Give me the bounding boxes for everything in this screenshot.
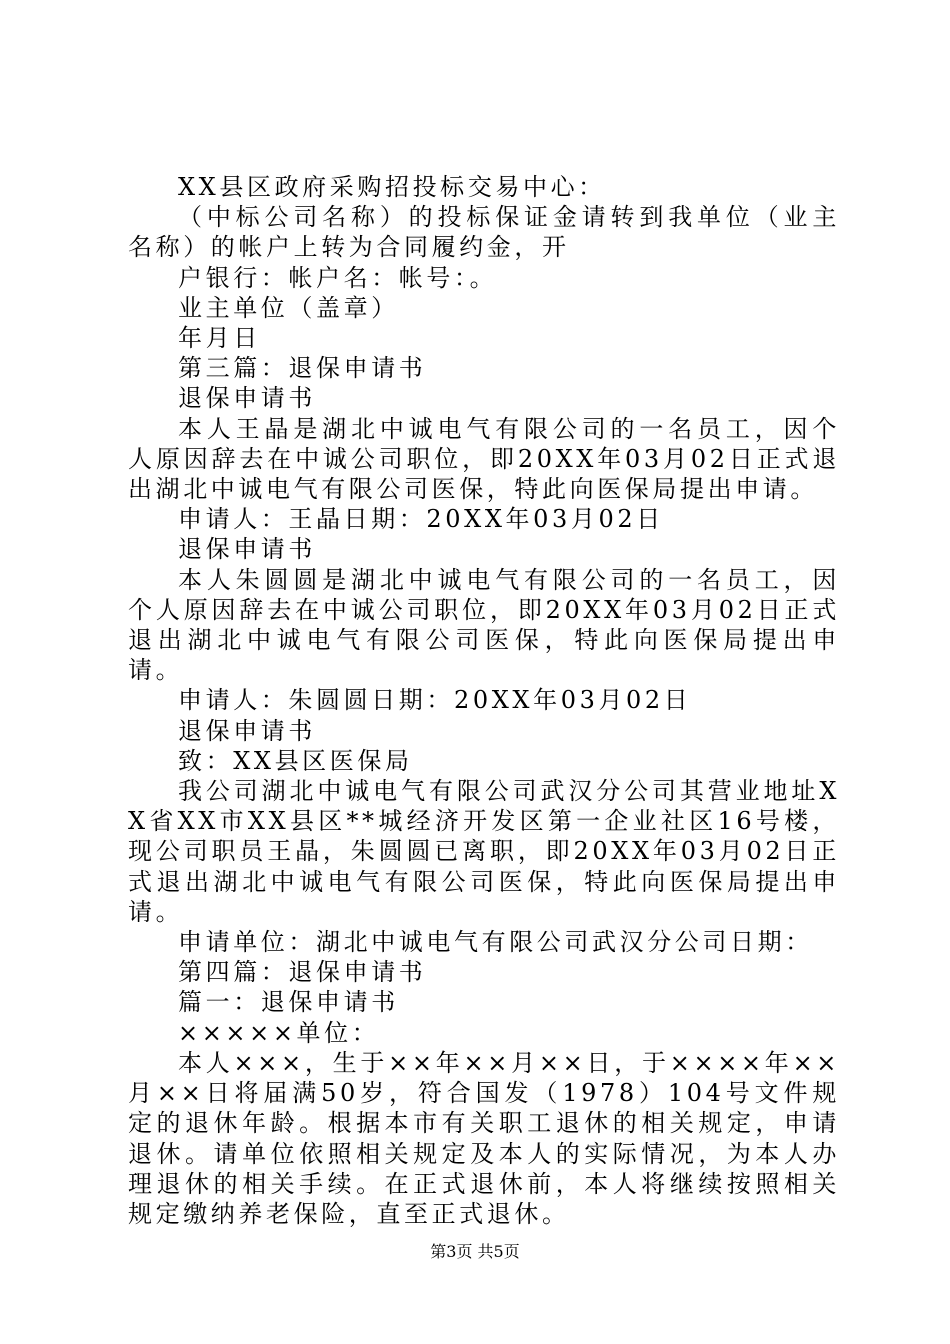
- letter-body-zhuyuanyuan: 本人朱圆圆是湖北中诚电气有限公司的一名员工，因个人原因辞去在中诚公司职位，即20XX年03月02日正式退出湖北中诚电气有限公司医保，特此向医保局提出申请。: [128, 565, 840, 685]
- addressee-line: 致：XX县区医保局: [178, 746, 413, 775]
- date-line: 年月日: [178, 324, 261, 353]
- company-letter-body: 我公司湖北中诚电气有限公司武汉分公司其营业地址XX省XX市XX县区**城经济开发区第一企业社区16号楼，现公司职员王晶，朱圆圆已离职，即20XX年03月02日正式退出湖北中诚电气有限公司医保，特此向医保局提出申请。: [128, 777, 840, 926]
- retirement-letter-body: 本人×××，生于××年××月××日，于××××年××月××日将届满50岁，符合国发（1978）104号文件规定的退休年龄。根据本市有关职工退休的相关规定，申请退休。请单位依照相关规定及本人的实际情况，为本人办理退休的相关手续。在正式退休前，本人将继续按照相关规定缴纳养老保险，直至正式退休。: [128, 1048, 840, 1228]
- transfer-request-paragraph: （中标公司名称）的投标保证金请转到我单位（业主名称）的帐户上转为合同履约金，开: [128, 203, 840, 262]
- applicant-signature-zhuyuanyuan: 申请人：朱圆圆日期：20XX年03月02日: [178, 686, 692, 715]
- salutation-line: XX县区政府采购招投标交易中心：: [178, 173, 606, 201]
- company-signature-line: 申请单位：湖北中诚电气有限公司武汉分公司日期：: [178, 928, 813, 957]
- subsection-heading: 篇一：退保申请书: [178, 988, 399, 1017]
- owner-unit-seal-line: 业主单位（盖章）: [178, 293, 399, 322]
- letter-title: 退保申请书: [178, 716, 316, 745]
- applicant-signature-wangjing: 申请人：王晶日期：20XX年03月02日: [178, 505, 664, 534]
- letter-title: 退保申请书: [178, 384, 316, 413]
- page-footer: 第3页 共5页: [430, 1242, 520, 1261]
- letter-body-wangjing: 本人王晶是湖北中诚电气有限公司的一名员工，因个人原因辞去在中诚公司职位，即20XX年03月02日正式退出湖北中诚电气有限公司医保，特此向医保局提出申请。: [128, 414, 840, 504]
- bank-account-line: 户银行：帐户名：帐号：。: [178, 263, 498, 292]
- retirement-addressee: ×××××单位：: [178, 1018, 380, 1047]
- document-body: [128, 172, 840, 1229]
- letter-title: 退保申请书: [178, 535, 316, 564]
- section-heading-4: 第四篇：退保申请书: [178, 958, 427, 987]
- section-heading-3: 第三篇：退保申请书: [178, 354, 427, 383]
